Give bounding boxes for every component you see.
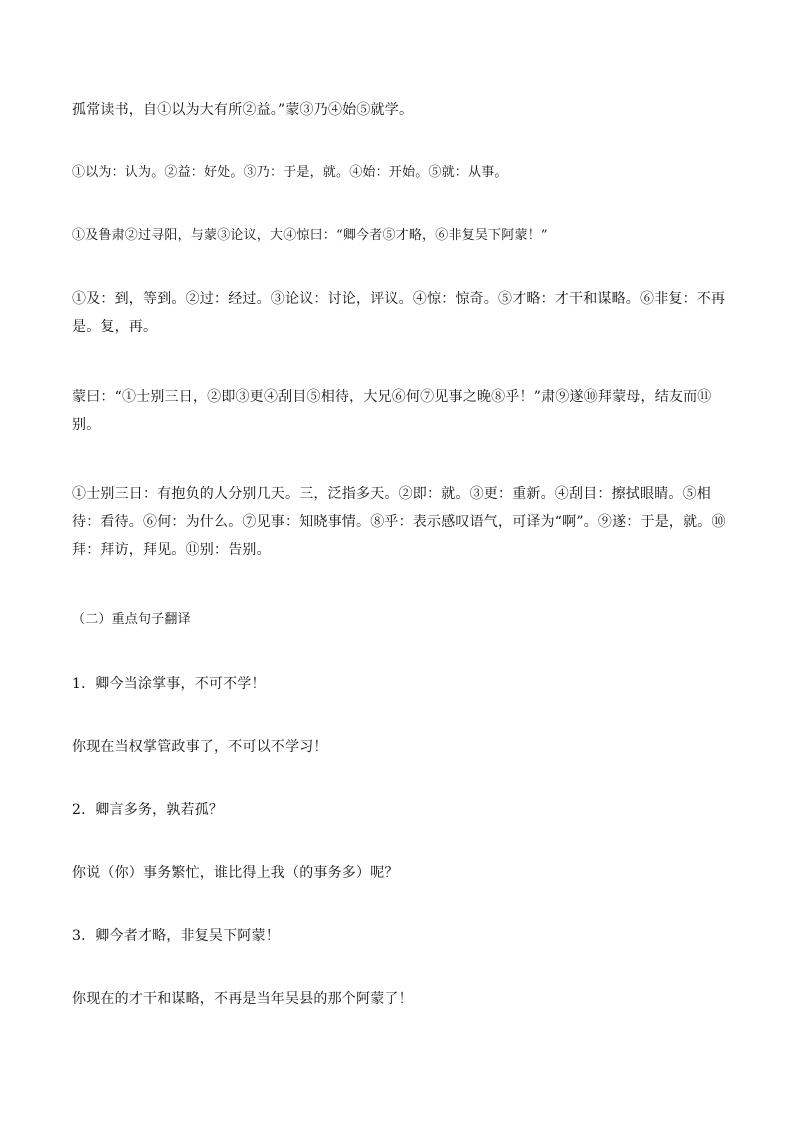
translation-3: 你现在的才干和谋略，不再是当年吴县的那个阿蒙了！ [72,991,413,1007]
annotation-paragraph-1: ①以为：认为。②益：好处。③乃：于是，就。④始：开始。⑤就：从事。 [72,165,508,180]
sentence-1: 1．卿今当涂掌事，不可不学！ [72,676,266,692]
translation-2: 你说（你）事务繁忙，谁比得上我（的事务多）呢？ [72,865,399,881]
original-text-paragraph-3: 蒙曰：“①士别三日，②即③更④刮目⑤相待，大兄⑥何⑦见事之晚⑧乎！”肃⑨遂⑩拜蒙母，结友而⑪别。 [72,389,712,433]
translation-1: 你现在当权掌管政事了，不可以不学习！ [72,739,328,755]
section-heading: （二）重点句子翻译 [72,612,191,627]
annotation-paragraph-2: ①及：到，等到。②过：经过。③论议：讨论，评议。④惊：惊奇。⑤才略：才干和谋略。⑥非复：不再是。复，再。 [72,291,726,335]
annotation-paragraph-3: ①士别三日：有抱负的人分别几天。三，泛指多天。②即：就。③更：重新。④刮目：擦拭眼睛。⑤相待：看待。⑥何：为什么。⑦见事：知晓事情。⑧乎：表示感叹语气，可译为“啊”。⑨遂：于是，就。⑩拜：拜访，拜见。⑪别：告别。 [72,486,726,558]
sentence-3: 3．卿今者才略，非复吴下阿蒙！ [72,928,280,944]
original-text-paragraph-1: 孤常读书，自①以为大有所②益。”蒙③乃④始⑤就学。 [72,102,414,118]
original-text-paragraph-2: ①及鲁肃②过寻阳，与蒙③论议，大④惊曰：“卿今者⑤才略，⑥非复吴下阿蒙！” [72,228,548,243]
sentence-2: 2．卿言多务，孰若孤？ [72,802,224,818]
